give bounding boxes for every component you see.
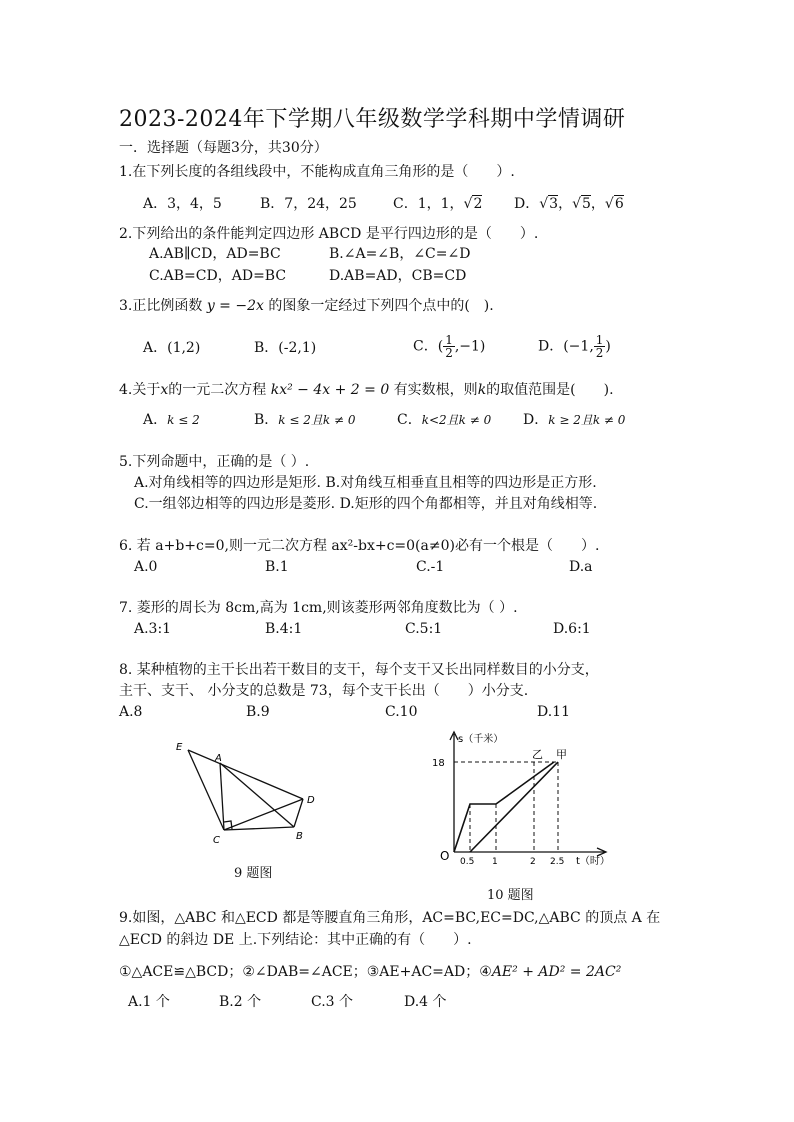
figure-9-caption: 9 题图: [234, 866, 273, 881]
q4-option-b-label: B．: [254, 412, 279, 428]
q9-conclusions-text: ①△ACE≌△BCD；②∠DAB=∠ACE；③AE+AC=AD；④: [119, 964, 492, 980]
q3-option-d: [538, 334, 611, 359]
q1-stem: 1.在下列长度的各组线段中，不能构成直角三角形的是（ ）.: [119, 164, 515, 180]
section-heading: 一．选择题（每题3分，共30分）: [119, 140, 328, 156]
q4-option-c: [397, 410, 491, 430]
q4-option-a-label: A．: [143, 412, 168, 428]
q7-option-d: D.6:1: [553, 621, 591, 637]
q3-option-c-fraction: [443, 334, 455, 359]
separator: ，: [558, 196, 573, 212]
q3-option-c: [413, 334, 485, 359]
q1-option-d-prefix: D．: [514, 196, 540, 212]
sqrt-icon: √: [463, 196, 473, 212]
q3-option-a: A．(1,2): [143, 340, 201, 356]
q4-option-d: [523, 410, 625, 430]
sqrt-icon: √: [604, 196, 614, 212]
q4-stem-x: x: [160, 382, 169, 398]
graph-x-tick-1: 1: [492, 857, 498, 867]
q6-option-d: D.a: [569, 559, 593, 575]
q2-option-a: A.AB∥CD，AD=BC: [149, 246, 281, 262]
point-label-a: A: [215, 753, 222, 764]
q4-option-c-label: C．: [397, 412, 422, 428]
q4-option-a-math: k ≤ 2: [167, 413, 200, 427]
graph-x-label: t（时）: [576, 856, 610, 867]
q6-stem: 6. 若 a+b+c=0,则一元二次方程 ax²-bx+c=0(a≠0)必有一个根是（ ）.: [119, 538, 600, 554]
q1-option-d-radicand-2: 5: [582, 196, 591, 212]
segment-ED: [188, 750, 303, 799]
q8-stem-line-1: 8. 某种植物的主干长出若干数目的支干，每个支干又长出同样数目的小分支，: [119, 662, 599, 678]
q4-option-a: [143, 410, 200, 430]
q4-option-d-math: k ≥ 2且k ≠ 0: [548, 413, 626, 427]
q8-option-b: B.9: [246, 704, 270, 720]
line-yi: [454, 762, 554, 852]
q9-option-b: B.2 个: [219, 994, 262, 1010]
q9-option-c: C.3 个: [311, 994, 354, 1010]
q3-option-b: B．(-2,1): [254, 340, 317, 356]
graph-x-tick-2.5: 2.5: [550, 857, 565, 867]
q7-option-b: B.4:1: [265, 621, 303, 637]
point-label-b: B: [296, 831, 303, 842]
q4-option-b: [254, 410, 355, 430]
q3-option-c-numerator: 1: [445, 333, 453, 347]
graph-y-label: s（千米）: [458, 734, 504, 745]
q4-option-b-math: k ≤ 2且k ≠ 0: [278, 413, 356, 427]
q6-option-b: B.1: [265, 559, 289, 575]
q9-stem-line-2: △ECD 的斜边 DE 上.下列结论：其中正确的有（ ）.: [119, 932, 472, 948]
q9-option-a: A.1 个: [128, 994, 170, 1010]
q4-stem-post: 的取值范围是( ).: [486, 382, 614, 398]
q1-option-d: [514, 194, 624, 214]
segment-CB: [224, 827, 294, 830]
figure-10-caption: 10 题图: [487, 888, 534, 903]
sqrt-icon: √: [539, 196, 549, 212]
q2-option-c: C.AB=CD，AD=BC: [149, 268, 287, 284]
q6-option-c: C.-1: [416, 559, 445, 575]
q4-option-c-math: k<2且k ≠ 0: [421, 413, 492, 427]
q1-option-d-radicand-1: 3: [549, 196, 559, 212]
q3-option-d-post: ): [605, 338, 611, 355]
q8-option-d: D.11: [537, 704, 570, 720]
q3-option-c-denominator: 2: [445, 346, 453, 360]
q3-option-c-pre: C．(: [413, 338, 444, 355]
q3-stem-post: 的图象一定经过下列四个点中的( ).: [268, 298, 494, 314]
sqrt-icon: √: [572, 196, 581, 212]
q9-option-d: D.4 个: [404, 994, 447, 1010]
graph-y-tick-18: 18: [432, 758, 445, 769]
graph-series-label-yi: 乙: [532, 748, 543, 761]
q6-option-a: A.0: [134, 559, 158, 575]
q4-stem-mid: 的一元二次方程: [168, 382, 267, 398]
q5-options-line-2: C.一组邻边相等的四边形是菱形. D.矩形的四个角都相等，并且对角线相等.: [134, 496, 598, 512]
point-label-e: E: [176, 742, 183, 753]
figure-9-triangles: [170, 735, 330, 855]
segment-DB: [294, 799, 303, 827]
q7-option-c: C.5:1: [405, 621, 443, 637]
graph-series-label-jia: 甲: [556, 748, 567, 761]
figure-10-graph: [420, 728, 620, 876]
q7-option-a: A.3:1: [134, 621, 172, 637]
graph-origin-label: O: [440, 849, 450, 863]
q4-stem-k: k: [477, 382, 487, 398]
separator: ，: [590, 196, 605, 212]
graph-x-tick-2: 2: [530, 857, 536, 867]
graph-x-tick-0.5: 0.5: [460, 857, 475, 867]
q1-option-c-prefix: C．1，1，: [393, 196, 464, 212]
q2-stem: 2.下列给出的条件能判定四边形 ABCD 是平行四边形的是（ ）.: [119, 226, 539, 242]
q1-option-d-radicand-3: 6: [614, 196, 624, 212]
q9-conclusions: [119, 962, 621, 982]
q3-stem-math: y = −2x: [206, 298, 264, 314]
q2-option-b: B.∠A=∠B，∠C=∠D: [329, 246, 471, 262]
line-jia: [470, 762, 558, 852]
q3-option-d-pre: D．(−1,: [538, 338, 594, 355]
q3-option-d-denominator: 2: [595, 346, 604, 360]
page-title: 2023-2024年下学期八年级数学学科期中学情调研: [119, 107, 626, 132]
q5-options-line-1: A.对角线相等的四边形是矩形. B.对角线互相垂直且相等的四边形是正方形.: [134, 475, 597, 491]
q4-option-d-label: D．: [523, 412, 549, 428]
point-label-d: D: [307, 795, 315, 806]
q1-option-a: A．3，4，5: [143, 196, 222, 212]
q9-stem-line-1: 9.如图，△ABC 和△ECD 都是等腰直角三角形，AC=BC,EC=DC,△ABC 的顶点 A 在: [119, 910, 661, 926]
q1-option-c-radicand: 2: [473, 196, 483, 212]
q3-stem: [119, 296, 494, 316]
q8-option-c: C.10: [385, 704, 418, 720]
q2-option-d: D.AB=AD，CB=CD: [329, 268, 467, 284]
q3-stem-pre: 3.正比例函数: [119, 298, 203, 314]
q9-conclusions-math: AE² + AD² = 2AC²: [491, 964, 622, 980]
q8-stem-line-2: 主干、支干、 小分支的总数是 73，每个支干长出（ ）小分支.: [119, 683, 529, 699]
q4-stem: [119, 380, 614, 400]
q4-stem-pre: 4.关于: [119, 382, 161, 398]
q7-stem: 7. 菱形的周长为 8cm,高为 1cm,则该菱形两邻角度数比为（ ）.: [119, 600, 518, 616]
q1-option-b: B．7，24，25: [260, 196, 357, 212]
q3-option-d-fraction: [594, 334, 606, 359]
q1-option-c: [393, 194, 482, 214]
q3-option-c-post: ,−1): [454, 338, 486, 355]
point-label-c: C: [213, 835, 220, 846]
q3-option-d-numerator: 1: [595, 333, 604, 347]
q4-stem-mid2: 有实数根，则: [393, 382, 478, 398]
q8-option-a: A.8: [119, 704, 143, 720]
q5-stem: 5.下列命题中，正确的是（ ）.: [119, 454, 310, 470]
q4-stem-math: kx² − 4x + 2 = 0: [270, 382, 390, 398]
segment-AC: [220, 763, 224, 830]
